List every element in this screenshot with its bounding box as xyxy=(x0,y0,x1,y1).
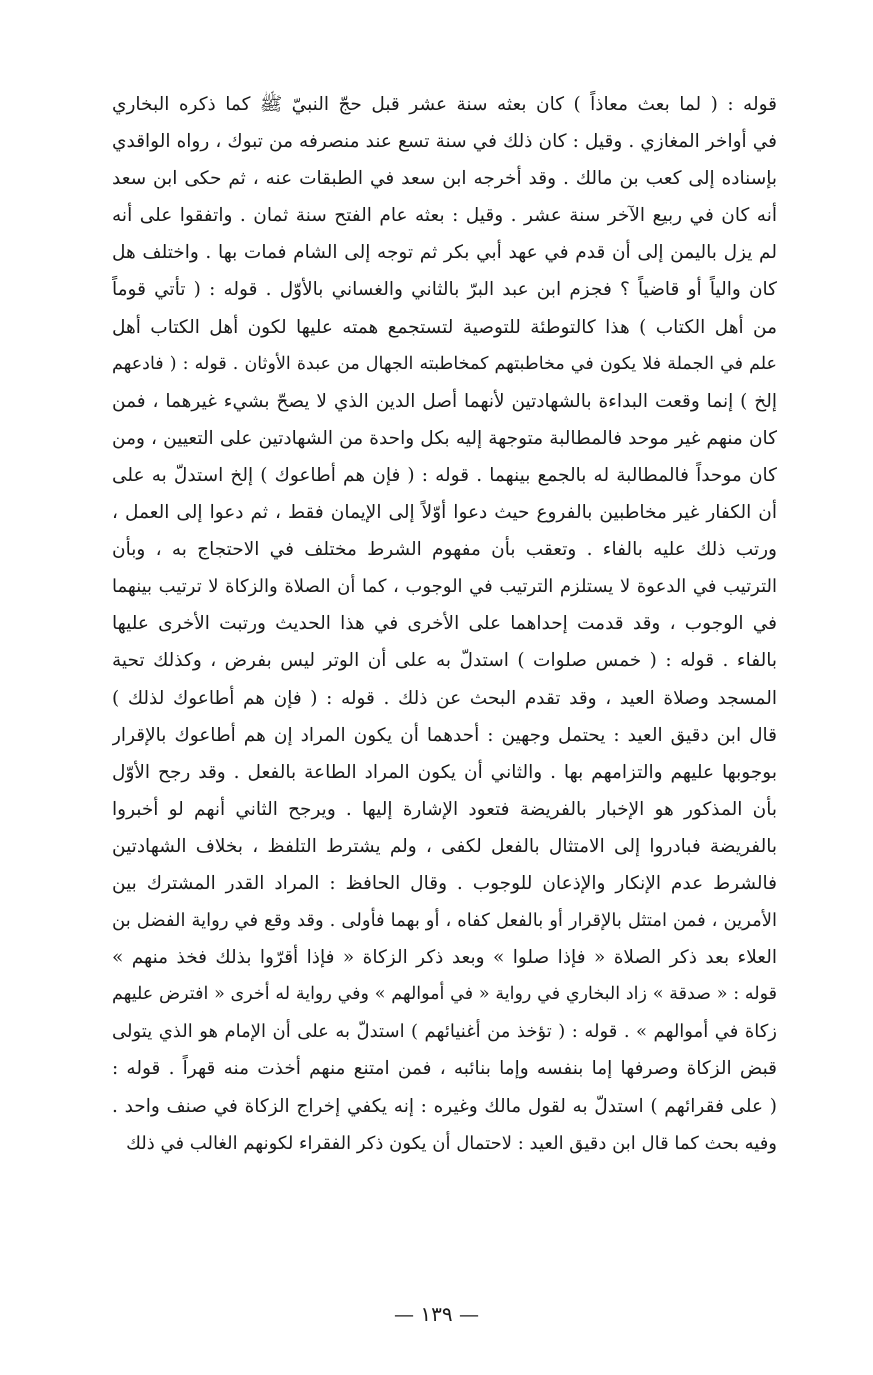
text-line: ورتب ذلك عليه بالفاء . وتعقب بأن مفهوم الشرط مختلف في الاحتجاج به ، وبأن xyxy=(112,539,777,561)
text-line: وفيه بحث كما قال ابن دقيق العيد : لاحتمال أن يكون ذكر الفقراء لكونهم الغالب في ذلك xyxy=(126,1132,777,1154)
text-line: لم يزل باليمن إلى أن قدم في عهد أبي بكر ثم توجه إلى الشام فمات بها . واختلف هل xyxy=(112,242,777,264)
text-line: بأن المذكور هو الإخبار بالفريضة فتعود الإشارة إليها . ويرجح الثاني أنهم لو أخبروا xyxy=(112,798,777,820)
page-number: — ١٣٩ — xyxy=(394,1302,479,1326)
text-line: المسجد وصلاة العيد ، وقد تقدم البحث عن ذلك . قوله : ( فإن هم أطاعوك لذلك ) xyxy=(112,687,777,709)
text-line: كان منهم غير موحد فالمطالبة متوجهة إليه بكل واحدة من الشهادتين على التعيين ، ومن xyxy=(112,427,777,449)
text-line: قبض الزكاة وصرفها إما بنفسه وإما بنائبه ، فمن امتنع منهم أخذت منه قهراً . قوله : xyxy=(112,1058,777,1080)
text-line: في الوجوب ، وقد قدمت إحداهما على الأخرى في هذا الحديث ورتبت الأخرى عليها xyxy=(112,613,777,635)
body-text xyxy=(112,86,777,1162)
text-line: من أهل الكتاب ) هذا كالتوطئة للتوصية لتستجمع همته عليها لكون أهل الكتاب أهل xyxy=(112,316,777,338)
text-line: إلخ ) إنما وقعت البداءة بالشهادتين لأنهما أصل الدين الذي لا يصحّ بشيء غيرهما ، فمن xyxy=(112,390,777,412)
text-line: الترتيب في الدعوة لا يستلزم الترتيب في الوجوب ، كما أن الصلاة والزكاة لا ترتيب بينهما xyxy=(112,576,777,598)
text-line: فالشرط عدم الإنكار والإذعان للوجوب . وقال الحافظ : المراد القدر المشترك بين xyxy=(112,872,777,894)
text-line: كان موحداً فالمطالبة له بالجمع بينهما . قوله : ( فإن هم أطاعوك ) إلخ استدلّ به على xyxy=(112,464,777,486)
text-line: ( على فقرائهم ) استدلّ به لقول مالك وغيره : إنه يكفي إخراج الزكاة في صنف واحد . xyxy=(112,1095,777,1117)
text-line: علم في الجملة فلا يكون في مخاطبتهم كمخاطبته الجهال من عبدة الأوثان . قوله : ( فادعهم xyxy=(112,353,777,374)
text-line: بوجوبها عليهم والتزامهم بها . والثاني أن يكون المراد الطاعة بالفعل . وقد رجح الأوّل xyxy=(112,761,777,783)
text-line: زكاة في أموالهم » . قوله : ( تؤخذ من أغنيائهم ) استدلّ به على أن الإمام هو الذي يتولى xyxy=(112,1021,777,1043)
text-line: العلاء بعد ذكر الصلاة « فإذا صلوا » وبعد ذكر الزكاة « فإذا أقرّوا بذلك فخذ منهم » xyxy=(112,947,777,969)
text-line: قوله : ( لما بعث معاذاً ) كان بعثه سنة عشر قبل حجّ النبيّ ﷺ كما ذكره البخاري xyxy=(112,94,777,115)
text-line: بالفريضة فبادروا إلى الامتثال بالفعل لكفى ، ولم يشترط التلفظ ، بخلاف الشهادتين xyxy=(112,835,777,857)
text-line: الأمرين ، فمن امتثل بالإقرار أو بالفعل كفاه ، أو بهما فأولى . وقد وقع في رواية الفضل بن xyxy=(112,910,777,932)
text-line: قوله : « صدقة » زاد البخاري في رواية « في أموالهم » وفي رواية له أخرى « افترض عليهم xyxy=(112,984,777,1005)
text-line: أنه كان في ربيع الآخر سنة عشر . وقيل : بعثه عام الفتح سنة ثمان . واتفقوا على أنه xyxy=(112,205,777,227)
text-line: في أواخر المغازي . وقيل : كان ذلك في سنة تسع عند منصرفه من تبوك ، رواه الواقدي xyxy=(112,131,777,153)
text-line: بالفاء . قوله : ( خمس صلوات ) استدلّ به على أن الوتر ليس بفرض ، وكذلك تحية xyxy=(112,650,777,672)
text-line: بإسناده إلى كعب بن مالك . وقد أخرجه ابن سعد في الطبقات عنه ، ثم حكى ابن سعد xyxy=(112,168,777,190)
text-line: قال ابن دقيق العيد : يحتمل وجهين : أحدهما أن يكون المراد إن هم أطاعوك بالإقرار xyxy=(112,724,777,746)
text-line: أن الكفار غير مخاطبين بالفروع حيث دعوا أوّلاً إلى الإيمان فقط ، ثم دعوا إلى العمل ، xyxy=(112,502,777,524)
text-line: كان والياً أو قاضياً ؟ فجزم ابن عبد البرّ بالثاني والغساني بالأوّل . قوله : ( تأتي قوماً xyxy=(112,279,777,301)
